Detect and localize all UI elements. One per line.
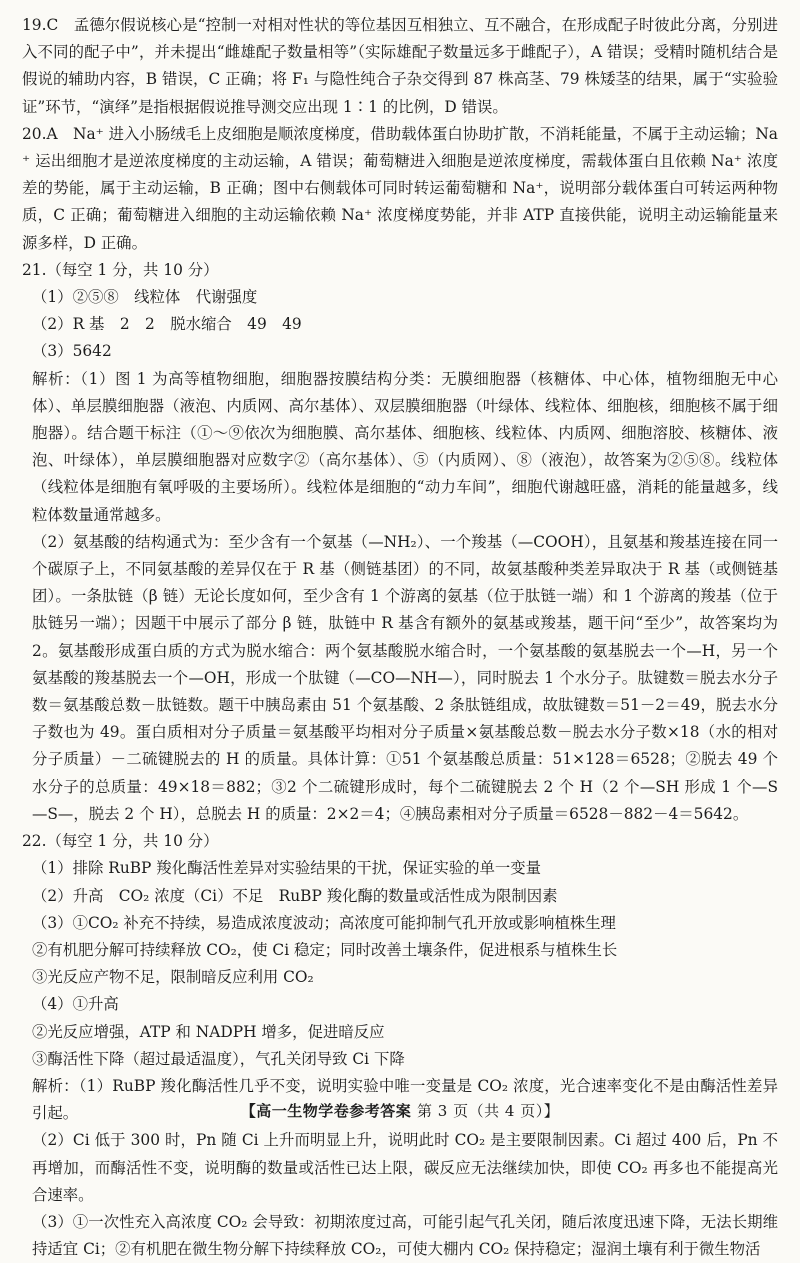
answer-22-part-4-3: ③酶活性下降（超过最适温度），气孔关闭导致 Ci 下降: [32, 1049, 405, 1068]
answer-20: 20.A Na⁺ 进入小肠绒毛上皮细胞是顺浓度梯度，借助载体蛋白协助扩散，不消耗能量，不属于主动运输；Na⁺ 运出细胞才是逆浓度梯度的主动运输，A 错误；葡萄糖进入细胞是逆浓度梯度，需载体蛋白且依赖 Na⁺ 浓度差的势能，属于主动运输，B 正确；图中右侧载体可同时转运葡萄糖和 Na⁺，说明部分载体蛋白可转运两种物质，C 正确；葡萄糖进入细胞的主动运输依赖 Na⁺ 浓度梯度势能，并非 ATP 直接供能，说明主动运输能量来源多样，D 正确。: [22, 124, 778, 252]
answer-22-part-1: （1）排除 RuBP 羧化酶活性差异对实验结果的干扰，保证实验的单一变量: [32, 859, 542, 878]
answer-21-part-2: （2）R 基 2 2 脱水缩合 49 49: [32, 315, 302, 334]
answer-21-analysis-2: （2）氨基酸的结构通式为：至少含有一个氨基（—NH₂）、一个羧基（—COOH），且氨基和羧基连接在同一个碳原子上，不同氨基酸的差异仅在于 R 基（侧链基团）的不同，故氨基酸种类差异取决于 R 基（或侧链基团）。一条肽链（β 链）无论长度如何，至少含有 1 个游离的氨基（位于肽链一端）和 1 个游离的羧基（位于肽链另一端）；因题干中展示了部分 β 链，肽链中 R 基含有额外的氨基或羧基，题干问“至少”，故答案均为 2。氨基酸形成蛋白质的方式为脱水缩合：两个氨基酸脱水缩合时，一个氨基酸的氨基脱去一个—H，另一个氨基酸的羧基脱去一个—OH，形成一个肽键（—CO—NH—），同时脱去 1 个水分子。肽键数＝脱去水分子数＝氨基酸总数－肽链数。题干中胰岛素由 51 个氨基酸、2 条肽链组成，故肽键数＝51－2＝49，脱去水分子数也为 49。蛋白质相对分子质量＝氨基酸平均相对分子质量×氨基酸总数－脱去水分子数×18（水的相对分子质量）－二硫键脱去的 H 的质量。具体计算：①51 个氨基酸总质量：51×128＝6528；②脱去 49 个水分子的总质量：49×18＝882；③2 个二硫键形成时，每个二硫键脱去 2 个 H（2 个—SH 形成 1 个—S—S—，脱去 2 个 H），总脱去 H 的质量：2×2＝4；④胰岛素相对分子质量＝6528－882－4＝5642。: [32, 532, 778, 823]
answer-22-analysis-1: 解析：（1）RuBP 羧化酶活性几乎不变，说明实验中唯一变量是 CO₂ 浓度，光合速率变化不是由酶活性差异引起。: [32, 1076, 778, 1123]
answer-22-analysis-3: （3）①一次性充入高浓度 CO₂ 会导致：初期浓度过高，可能引起气孔关闭，随后浓度迅速下降，无法长期维持适宜 Ci；②有机肥在微生物分解下持续释放 CO₂，可使大棚内 CO₂ 保持稳定；湿润土壤有利于微生物活: [32, 1212, 778, 1259]
answer-22-part-2: （2）升高 CO₂ 浓度（Ci）不足 RuBP 羧化酶的数量或活性成为限制因素: [32, 886, 558, 905]
answer-22-heading: 22.（每空 1 分，共 10 分）: [22, 832, 219, 851]
answer-21-analysis-1: 解析：（1）图 1 为高等植物细胞，细胞器按膜结构分类：无膜细胞器（核糖体、中心体，植物细胞无中心体）、单层膜细胞器（液泡、内质网、高尔基体）、双层膜细胞器（叶绿体、线粒体、细胞核，细胞核不属于细胞器）。结合题干标注（①～⑨依次为细胞膜、高尔基体、细胞核、线粒体、内质网、细胞溶胶、核糖体、液泡、叶绿体），单层膜细胞器对应数字②（高尔基体）、⑤（内质网）、⑧（液泡），故答案为②⑤⑧。线粒体（线粒体是细胞有氧呼吸的主要场所）。线粒体是细胞的“动力车间”，细胞代谢越旺盛，消耗的能量越多，线粒体数量通常越多。: [32, 369, 778, 524]
answer-22-part-4-1: （4）①升高: [32, 995, 119, 1014]
answer-22-part-4-2: ②光反应增强，ATP 和 NADPH 增多，促进暗反应: [32, 1022, 385, 1041]
answer-22-part-3-2: ②有机肥分解可持续释放 CO₂，使 Ci 稳定；同时改善土壤条件，促进根系与植株生长: [32, 940, 618, 959]
footer-title: 【高一生物学卷参考答案: [240, 1102, 412, 1120]
page-footer: [0, 1100, 800, 1121]
answer-22-part-3-3: ③光反应产物不足，限制暗反应利用 CO₂: [32, 968, 314, 987]
answer-21-heading: 21.（每空 1 分，共 10 分）: [22, 260, 219, 279]
answer-21-part-3: （3）5642: [32, 342, 112, 361]
answer-22-analysis-2: （2）Ci 低于 300 时，Pn 随 Ci 上升而明显上升，说明此时 CO₂ 是主要限制因素。Ci 超过 400 后，Pn 不再增加，而酶活性不变，说明酶的数量或活性已达上限，碳反应无法继续加快，即使 CO₂ 再多也不能提高光合速率。: [32, 1131, 778, 1204]
answer-19: 19.C 孟德尔假说核心是“控制一对相对性状的等位基因互相独立、互不融合，在形成配子时彼此分离，分别进入不同的配子中”，并未提出“雌雄配子数量相等”（实际雄配子数量远多于雌配子），A 错误；受精时随机结合是假说的辅助内容，B 错误，C 正确；将 F₁ 与隐性纯合子杂交得到 87 株高茎、79 株矮茎的结果，属于“实验验证”环节，“演绎”是指根据假说推导测交应出现 1∶1 的比例，D 错误。: [22, 16, 778, 116]
answer-22-part-3-1: （3）①CO₂ 补充不持续，易造成浓度波动；高浓度可能抑制气孔开放或影响植株生理: [32, 913, 616, 932]
footer-page-number: 第 3 页（共 4 页）】: [417, 1102, 560, 1120]
answer-21-part-1: （1）②⑤⑧ 线粒体 代谢强度: [32, 288, 258, 307]
